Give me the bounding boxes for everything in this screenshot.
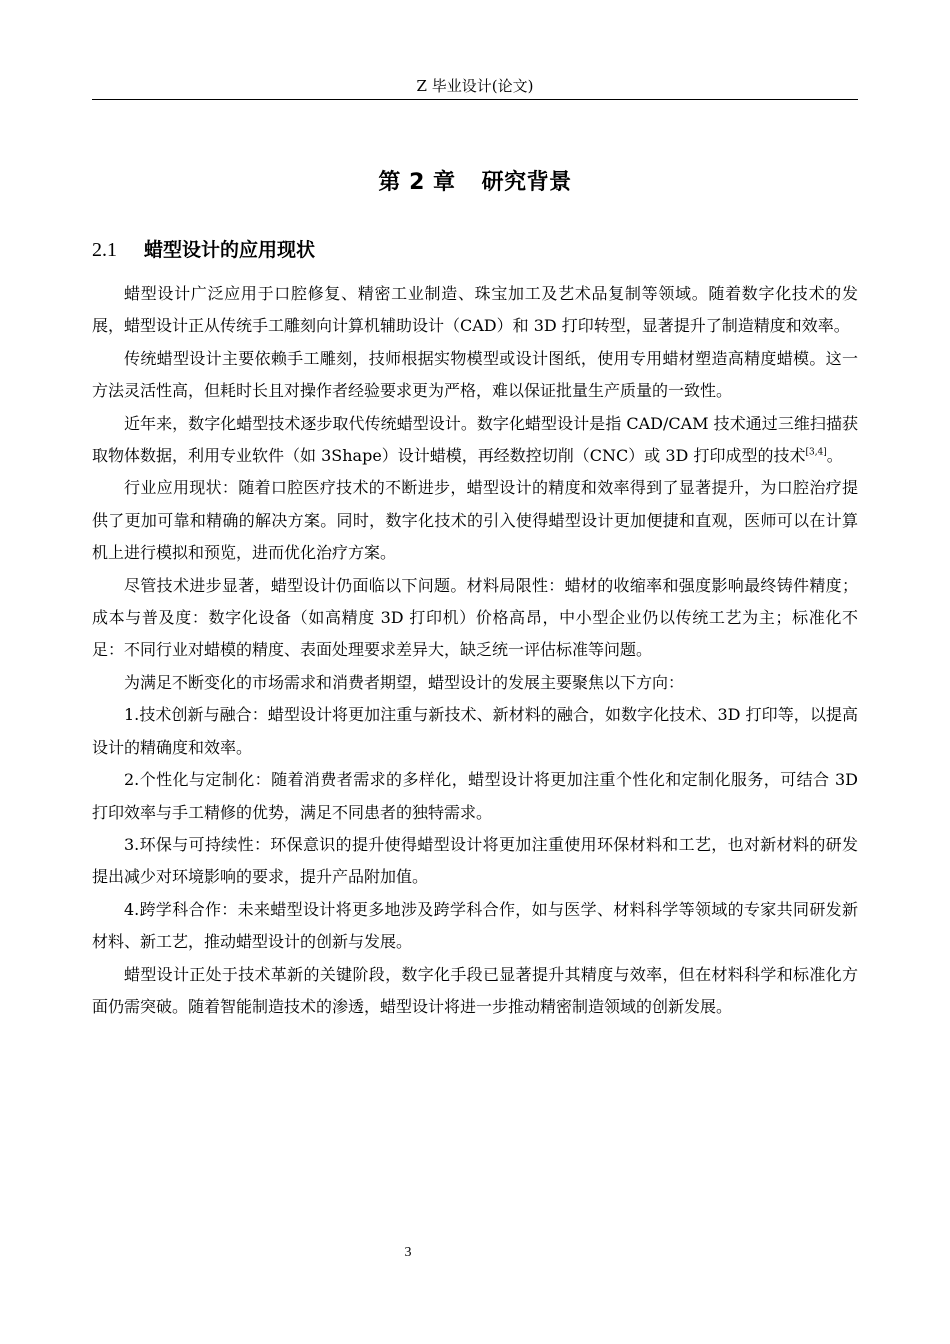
chapter-title (92, 167, 858, 199)
paragraph: 尽管技术进步显著，蜡型设计仍面临以下问题。材料局限性：蜡材的收缩率和强度影响最终铸件精度；成本与普及度：数字化设备（如高精度 3D 打印机）价格高昂，中小型企业仍以传统工艺为主；标准化不足：不同行业对蜡模的精度、表面处理要求差异大，缺乏统一评估标准等问题。 (92, 575, 858, 660)
paragraph: 传统蜡型设计主要依赖手工雕刻，技师根据实物模型或设计图纸，使用专用蜡材塑造高精度蜡模。这一方法灵活性高，但耗时长且对操作者经验要求更为严格，难以保证批量生产质量的一致性。 (92, 348, 858, 401)
chapter-name: 研究背景 (481, 170, 572, 195)
paragraph-text: 近年来，数字化蜡型技术逐步取代传统蜡型设计。数字化蜡型设计是指 CAD/CAM 技术通过三维扫描获取物体数据，利用专业软件（如 3Shape）设计蜡模，再经数控切削（CNC）或 3D 打印成型的技术 (92, 413, 858, 466)
running-header: Z 毕业设计(论文) (416, 77, 534, 95)
section-name: 蜡型设计的应用现状 (144, 239, 316, 261)
paragraph (92, 408, 858, 473)
section-title (92, 236, 858, 264)
section-number: 2.1 (92, 239, 117, 261)
list-item: 2.个性化与定制化：随着消费者需求的多样化，蜡型设计将更加注重个性化和定制化服务，可结合 3D 打印效率与手工精修的优势，满足不同患者的独特需求。 (92, 770, 858, 822)
body-text (92, 278, 858, 1023)
paragraph: 行业应用现状：随着口腔医疗技术的不断进步，蜡型设计的精度和效率得到了显著提升，为口腔治疗提供了更加可靠和精确的解决方案。同时，数字化技术的引入使得蜡型设计更加便捷和直观，医师可以在计算机上进行模拟和预览，进而优化治疗方案。 (92, 478, 858, 563)
paragraph: 蜡型设计广泛应用于口腔修复、精密工业制造、珠宝加工及艺术品复制等领域。随着数字化技术的发展，蜡型设计正从传统手工雕刻向计算机辅助设计（CAD）和 3D 打印转型，显著提升了制造精度和效率。 (92, 284, 858, 336)
citation-reference[interactable]: [3,4] (805, 447, 827, 458)
list-item: 3.环保与可持续性：环保意识的提升使得蜡型设计将更加注重使用环保材料和工艺，也对新材料的研发提出减少对环境影响的要求，提升产品附加值。 (92, 834, 858, 887)
header-rule (92, 99, 858, 100)
chapter-number: 第 2 章 (378, 170, 456, 195)
paragraph: 蜡型设计正处于技术革新的关键阶段，数字化手段已显著提升其精度与效率，但在材料科学和标准化方面仍需突破。随着智能制造技术的渗透，蜡型设计将进一步推动精密制造领域的创新发展。 (92, 964, 858, 1016)
list-item: 1.技术创新与融合：蜡型设计将更加注重与新技术、新材料的融合，如数字化技术、3D 打印等，以提高设计的精确度和效率。 (92, 705, 858, 757)
page-number: 3 (404, 1245, 412, 1260)
paragraph-end: 。 (826, 446, 843, 466)
paragraph: 为满足不断变化的市场需求和消费者期望，蜡型设计的发展主要聚焦以下方向： (124, 672, 685, 692)
list-item: 4.跨学科合作：未来蜡型设计将更多地涉及跨学科合作，如与医学、材料科学等领域的专家共同研发新材料、新工艺，推动蜡型设计的创新与发展。 (92, 899, 858, 952)
